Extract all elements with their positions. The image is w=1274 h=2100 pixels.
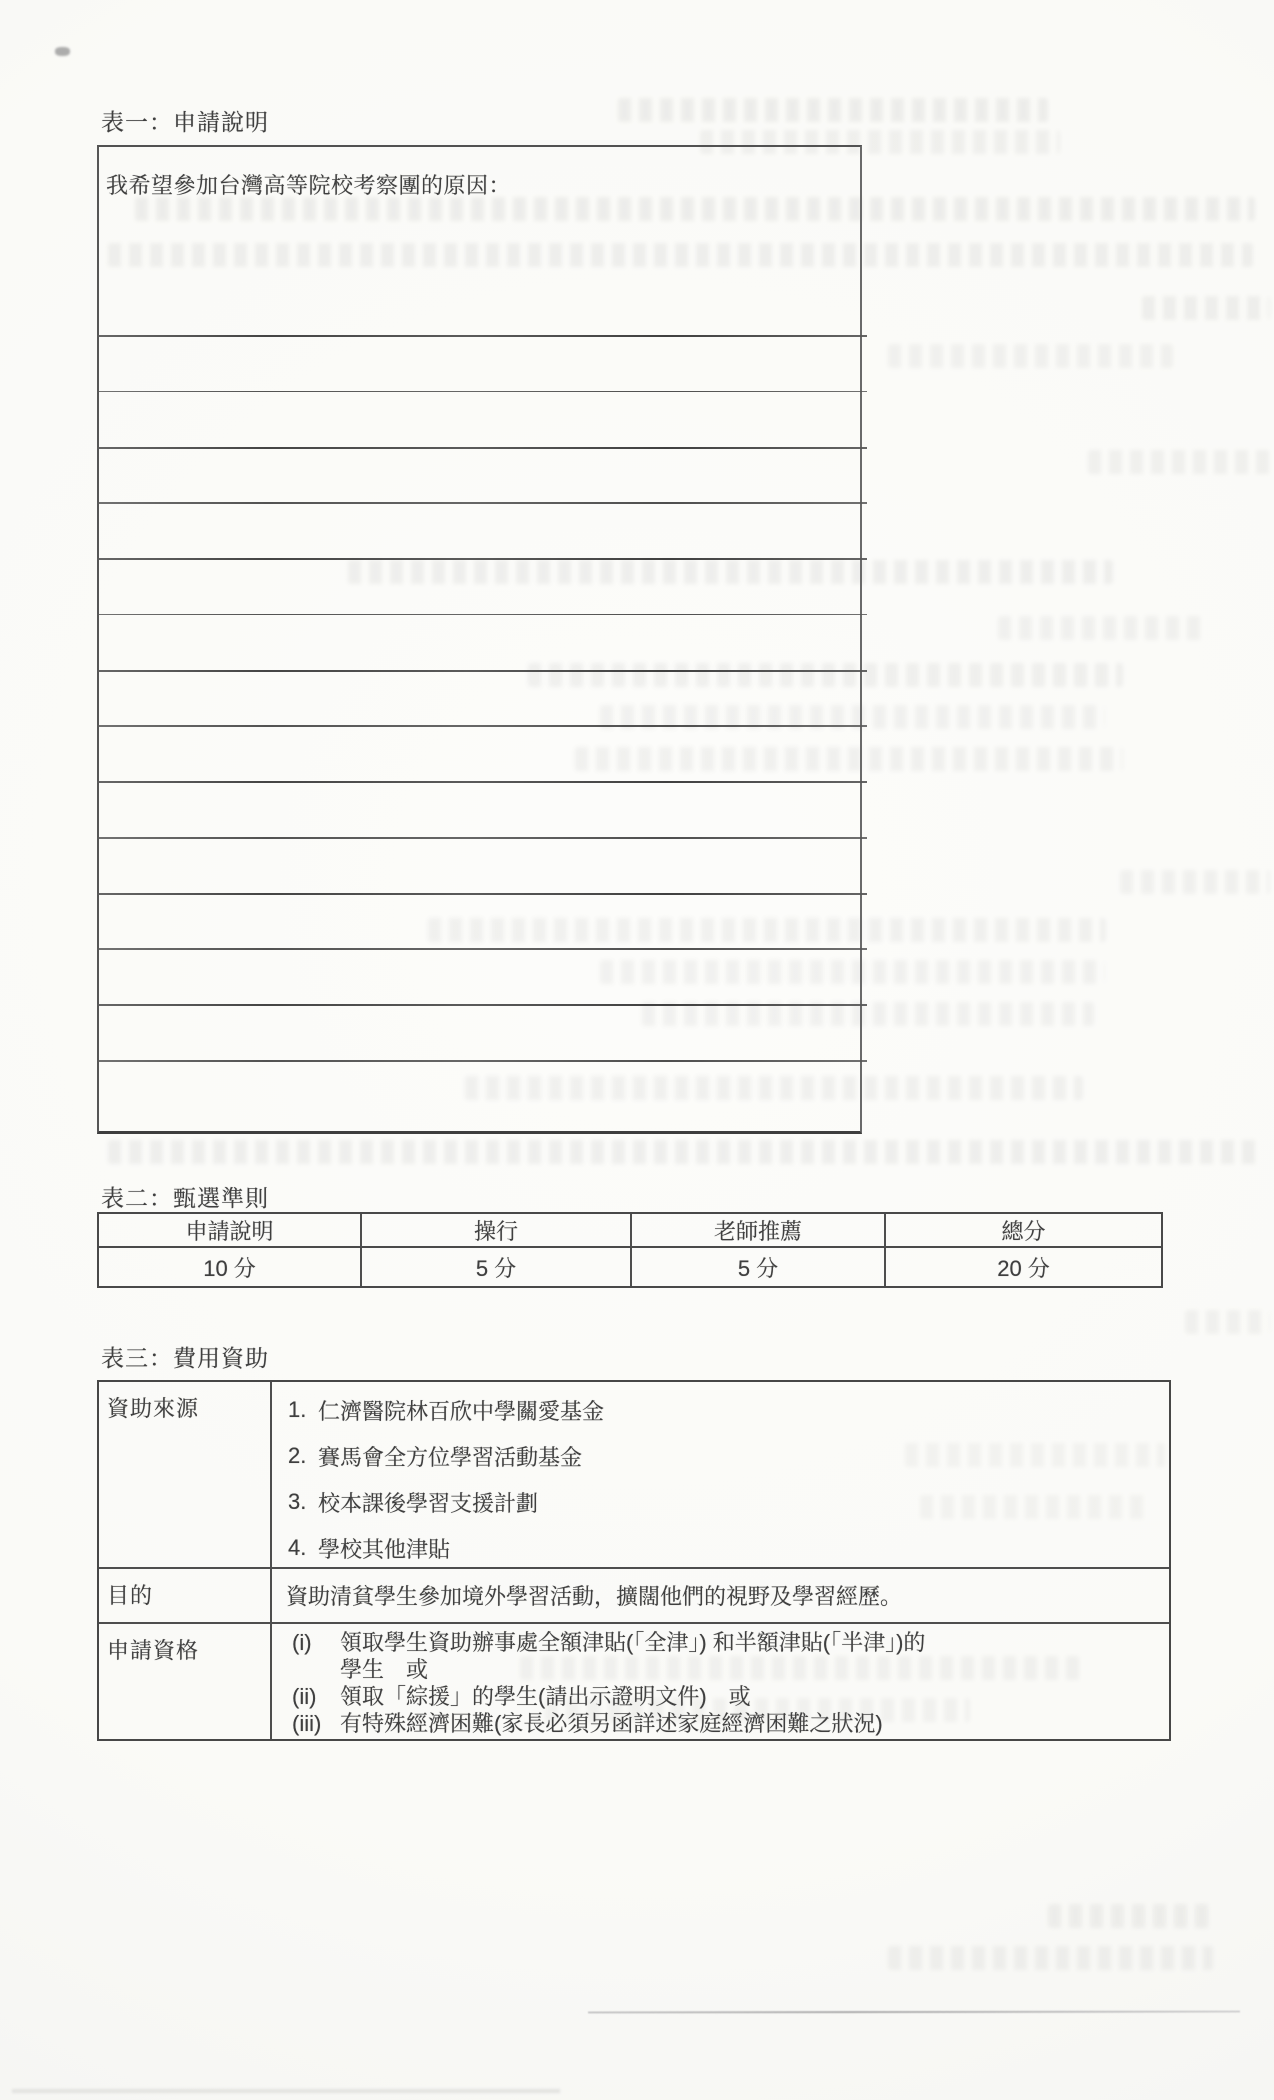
bleed-through-artifact [1048,1904,1210,1928]
list-item-marker: 3. [288,1489,307,1514]
ruled-line [97,614,867,616]
eligibility-row [99,1624,1169,1739]
eligibility-item [292,1710,1169,1737]
reason-prompt: 我希望參加台灣高等院校考察團的原因： [106,173,512,198]
row-label: 資助來源 [99,1382,272,1567]
ruled-line [97,1004,867,1006]
row-label: 申請資格 [99,1624,272,1739]
bleed-through-artifact [1185,1310,1270,1334]
table-cell: 10 分 [99,1248,362,1286]
bleed-through-artifact [1142,296,1270,320]
scan-speck [55,47,70,56]
selection-criteria-table [97,1212,1163,1288]
list-item-text: 學校其他津貼 [318,1536,451,1562]
eligibility-item [292,1629,1169,1656]
list-item-marker: 4. [288,1535,307,1560]
ruled-line [97,1060,867,1062]
section3-title: 表三：費用資助 [101,1345,269,1371]
bleed-through-artifact [888,1946,1213,1970]
list-item [272,1387,1169,1433]
purpose-text: 資助清貧學生參加境外學習活動，擴闊他們的視野及學習經歷。 [286,1584,903,1609]
section1-title: 表一：申請說明 [101,109,269,135]
ruled-line [97,335,867,337]
table-cell: 5 分 [632,1248,886,1286]
ruled-line [97,893,867,895]
table-cell: 20 分 [997,1255,1050,1281]
funding-table [97,1380,1171,1741]
ruled-line [97,447,867,449]
list-item-text: 領取學生資助辦事處全額津貼(「全津」) 和半額津貼(「半津」)的 [340,1630,926,1655]
bleed-through-artifact [1120,870,1270,894]
list-item-text: 領取「綜援」的學生(請出示證明文件) 或 [340,1684,751,1709]
ruled-line [97,725,867,727]
list-item [272,1525,1169,1571]
table-column-header: 操行 [362,1214,632,1248]
list-item-marker: 1. [288,1397,307,1422]
bleed-through-artifact [888,344,1173,368]
list-item-marker: (ii) [292,1684,317,1709]
table-column-header: 申請說明 [99,1214,362,1248]
list-item-marker: 2. [288,1443,307,1468]
reason-box [97,145,862,1134]
list-item-text: 仁濟醫院林百欣中學關愛基金 [318,1398,605,1424]
list-item-text: 校本課後學習支援計劃 [318,1490,539,1516]
table-value-row [99,1248,1161,1286]
section2-title: 表二：甄選準則 [101,1185,269,1211]
ruled-line [97,948,867,950]
bleed-through-artifact [1088,450,1270,474]
ruled-line [97,391,867,393]
purpose-row [99,1569,1169,1624]
funding-sources-list [272,1382,1169,1567]
ruled-line [97,670,867,672]
list-item-marker: (i) [292,1630,312,1655]
ruled-line [97,502,867,504]
eligibility-item-continuation: 學生 或 [340,1657,429,1682]
row-label: 目的 [99,1569,272,1622]
funding-sources-row [99,1382,1169,1569]
table-column-header: 總分 [886,1214,1161,1248]
table-header-row [99,1214,1161,1248]
list-item-text: 有特殊經濟困難(家長必須另函詳述家庭經濟困難之狀況) [340,1711,883,1736]
list-item-marker: (iii) [292,1711,322,1736]
scan-bottom-edge-shadow [12,2089,560,2093]
bleed-through-artifact [998,616,1203,640]
ruled-line [97,837,867,839]
eligibility-list [272,1624,1169,1739]
faint-pencil-line [588,2011,1240,2014]
list-item [272,1479,1169,1525]
bleed-through-artifact [618,98,1048,122]
bleed-through-artifact [108,1140,1258,1164]
list-item [272,1433,1169,1479]
table-column-header: 老師推薦 [632,1214,886,1248]
table-cell: 5 分 [362,1248,632,1286]
eligibility-item [292,1683,1169,1710]
list-item-text: 賽馬會全方位學習活動基金 [318,1444,583,1470]
ruled-line [97,781,867,783]
ruled-line [97,558,867,560]
